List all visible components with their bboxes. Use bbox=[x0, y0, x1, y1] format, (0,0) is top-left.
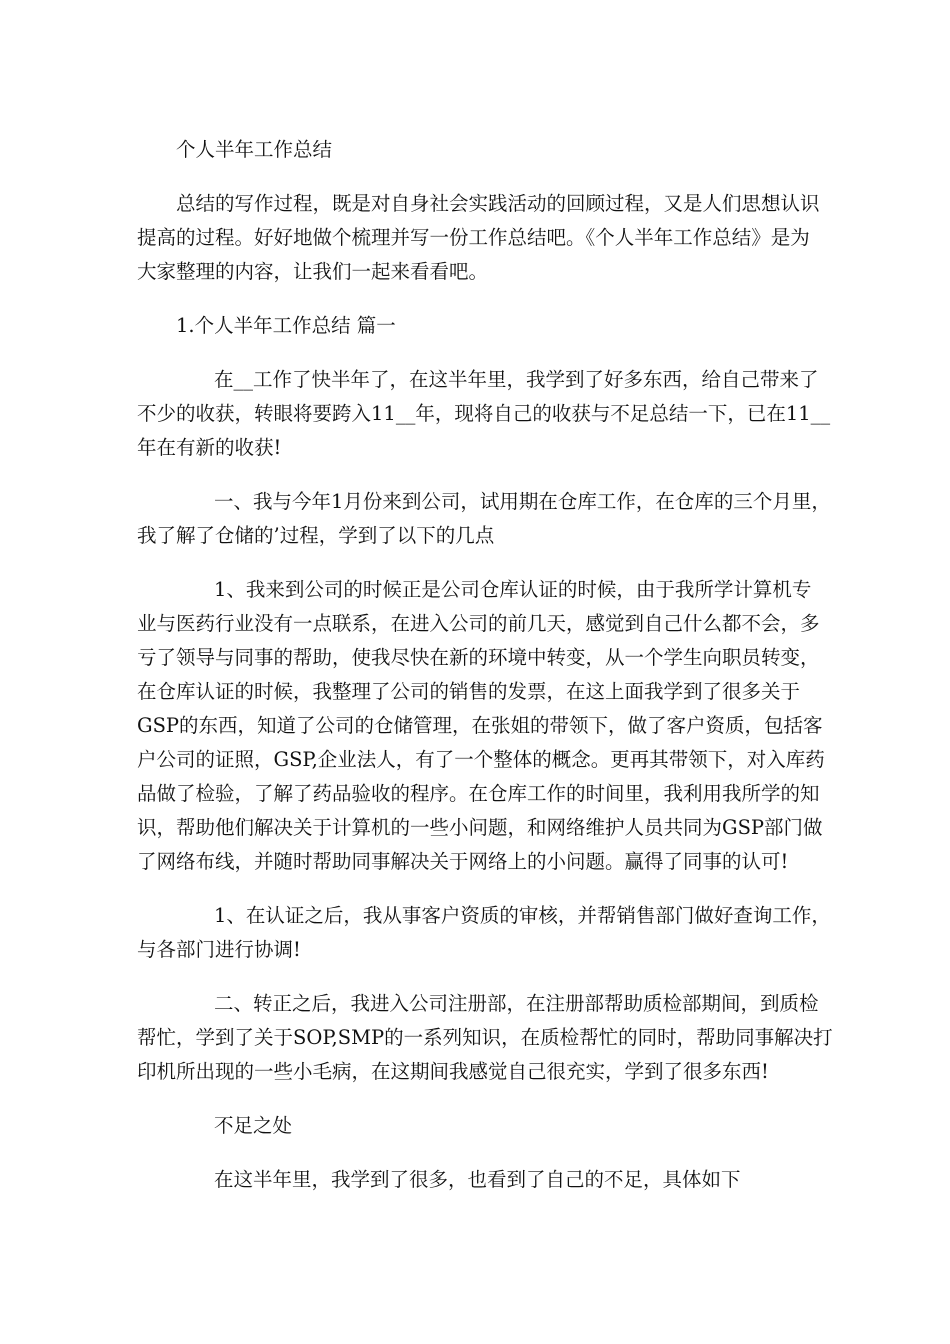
document-title: 个人半年工作总结 bbox=[176, 138, 333, 161]
para4-line-2: 与各部门进行协调! bbox=[137, 938, 301, 961]
para2-line-2: 我了解了仓储的’过程，学到了以下的几点 bbox=[137, 524, 495, 547]
intro-line-2: 提高的过程。好好地做个梳理并写一份工作总结吧。《个人半年工作总结》是为 bbox=[137, 226, 810, 249]
para3-line-6: 户公司的证照，GSP,企业法人，有了一个整体的概念。更再其带领下，对入库药 bbox=[137, 748, 825, 771]
para3-line-4: 在仓库认证的时候，我整理了公司的销售的发票，在这上面我学到了很多关于 bbox=[137, 680, 801, 703]
para2-line-1: 一、我与今年1月份来到公司，试用期在仓库工作，在仓库的三个月里， bbox=[214, 490, 831, 513]
para3-line-8: 识，帮助他们解决关于计算机的一些小问题，和网络维护人员共同为GSP部门做 bbox=[137, 816, 823, 839]
shortcomings-heading: 不足之处 bbox=[214, 1114, 293, 1137]
intro-line-3: 大家整理的内容，让我们一起来看看吧。 bbox=[137, 260, 489, 283]
para5-line-1: 二、转正之后，我进入公司注册部，在注册部帮助质检部期间，到质检 bbox=[214, 992, 819, 1015]
para1-line-2: 不少的收获，转眼将要跨入11__年，现将自己的收获与不足总结一下，已在11__ bbox=[137, 402, 831, 425]
para1-line-1: 在__工作了快半年了，在这半年里，我学到了好多东西，给自己带来了 bbox=[214, 368, 819, 391]
para3-line-3: 亏了领导与同事的帮助，使我尽快在新的环境中转变，从一个学生向职员转变， bbox=[137, 646, 820, 669]
para1-line-3: 年在有新的收获! bbox=[137, 436, 282, 459]
para3-line-9: 了网络布线，并随时帮助同事解决关于网络上的小问题。赢得了同事的认可! bbox=[137, 850, 789, 873]
section-heading: 1.个人半年工作总结 篇一 bbox=[176, 314, 396, 337]
para3-line-2: 业与医药行业没有一点联系，在进入公司的前几天，感觉到自己什么都不会，多 bbox=[137, 612, 820, 635]
para6-line-1: 在这半年里，我学到了很多，也看到了自己的不足，具体如下 bbox=[214, 1168, 741, 1191]
para4-line-1: 1、在认证之后，我从事客户资质的审核，并帮销售部门做好查询工作， bbox=[214, 904, 831, 927]
para3-line-7: 品做了检验，了解了药品验收的程序。在仓库工作的时间里，我利用我所学的知 bbox=[137, 782, 820, 805]
para3-line-1: 1、我来到公司的时候正是公司仓库认证的时候，由于我所学计算机专 bbox=[214, 578, 812, 601]
para5-line-3: 印机所出现的一些小毛病，在这期间我感觉自己很充实，学到了很多东西! bbox=[137, 1060, 769, 1083]
para3-line-5: GSP的东西，知道了公司的仓储管理，在张姐的带领下，做了客户资质，包括客 bbox=[137, 714, 823, 737]
intro-line-1: 总结的写作过程，既是对自身社会实践活动的回顾过程，又是人们思想认识 bbox=[176, 192, 820, 215]
para5-line-2: 帮忙，学到了关于SOP,SMP的一系列知识，在质检帮忙的同时，帮助同事解决打 bbox=[137, 1026, 833, 1049]
